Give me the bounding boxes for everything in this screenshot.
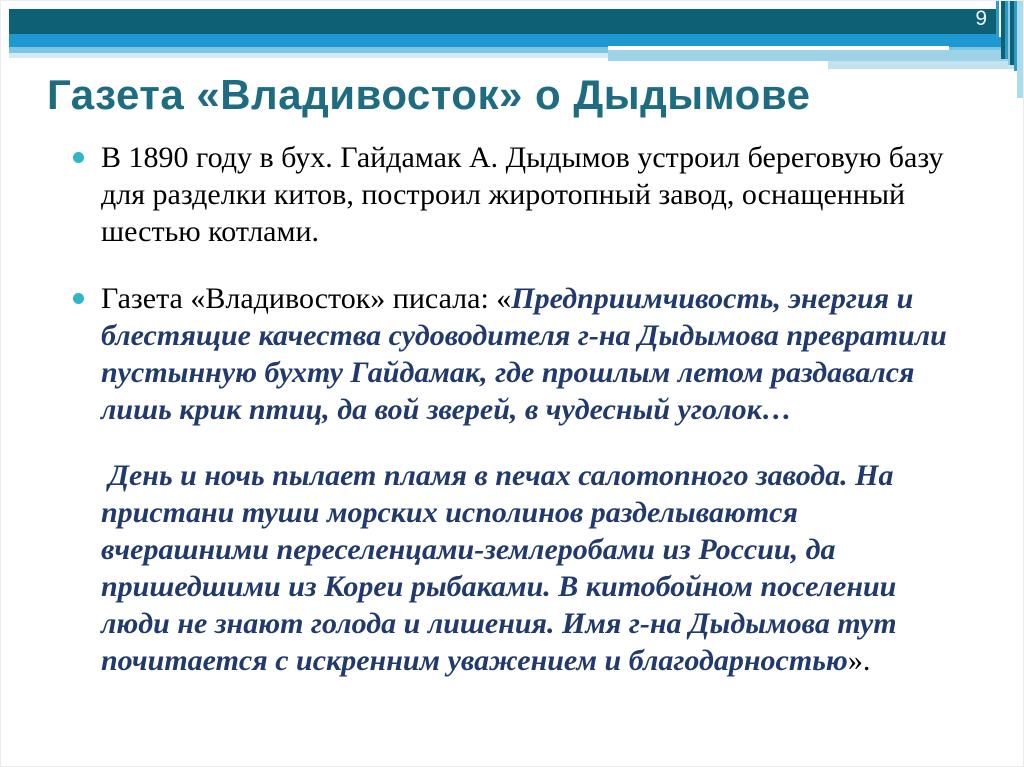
header-bar-teal <box>9 9 996 34</box>
corner-stripes <box>996 1 1024 98</box>
page-number: 9 <box>975 7 987 30</box>
bullet-paragraph <box>101 280 954 428</box>
bullet-paragraph <box>101 139 954 250</box>
bullet-paragraph <box>101 457 954 679</box>
bullet-marker-icon <box>73 293 84 304</box>
bullet-item <box>49 280 954 679</box>
corner-stripe <box>1017 1 1024 98</box>
header-band-right-1 <box>608 50 1024 61</box>
bullet-text <box>101 280 954 679</box>
slide-title: Газета «Владивосток» о Дыдымове <box>47 71 811 118</box>
bullet-text <box>101 139 954 250</box>
bullet-item <box>49 139 954 250</box>
text-segment: ». <box>847 644 871 677</box>
text-segment: Газета «Владивосток» писала: « <box>101 282 512 315</box>
quote-text-segment: День и ночь пылает пламя в печах салотопного завода. На пристани туши морских исполинов разделываются вчерашними переселенцами-землеробами из России, да пришедшими из Кореи рыбаками. В китобойном поселении люди не знают голода и лишения. Имя г-на Дыдымова тут почитается с искренним уважением и благодарностью <box>101 459 905 677</box>
bullet-list <box>49 139 954 679</box>
bullet-marker-icon <box>73 152 84 163</box>
text-segment: В 1890 году в бух. Гайдамак А. Дыдымов устроил береговую базу для разделки китов, построил жиротопный завод, оснащенный шестью котлами. <box>101 141 952 248</box>
header-band-right-2 <box>828 61 1024 69</box>
quote-text-segment: Предприимчивость, энергия и блестящие качества судоводителя г-на Дыдымова превратили пустынную бухту Гайдамак, где прошлым летом раздавался лишь крик птиц, да вой зверей, в чудесный уголок… <box>101 282 955 426</box>
